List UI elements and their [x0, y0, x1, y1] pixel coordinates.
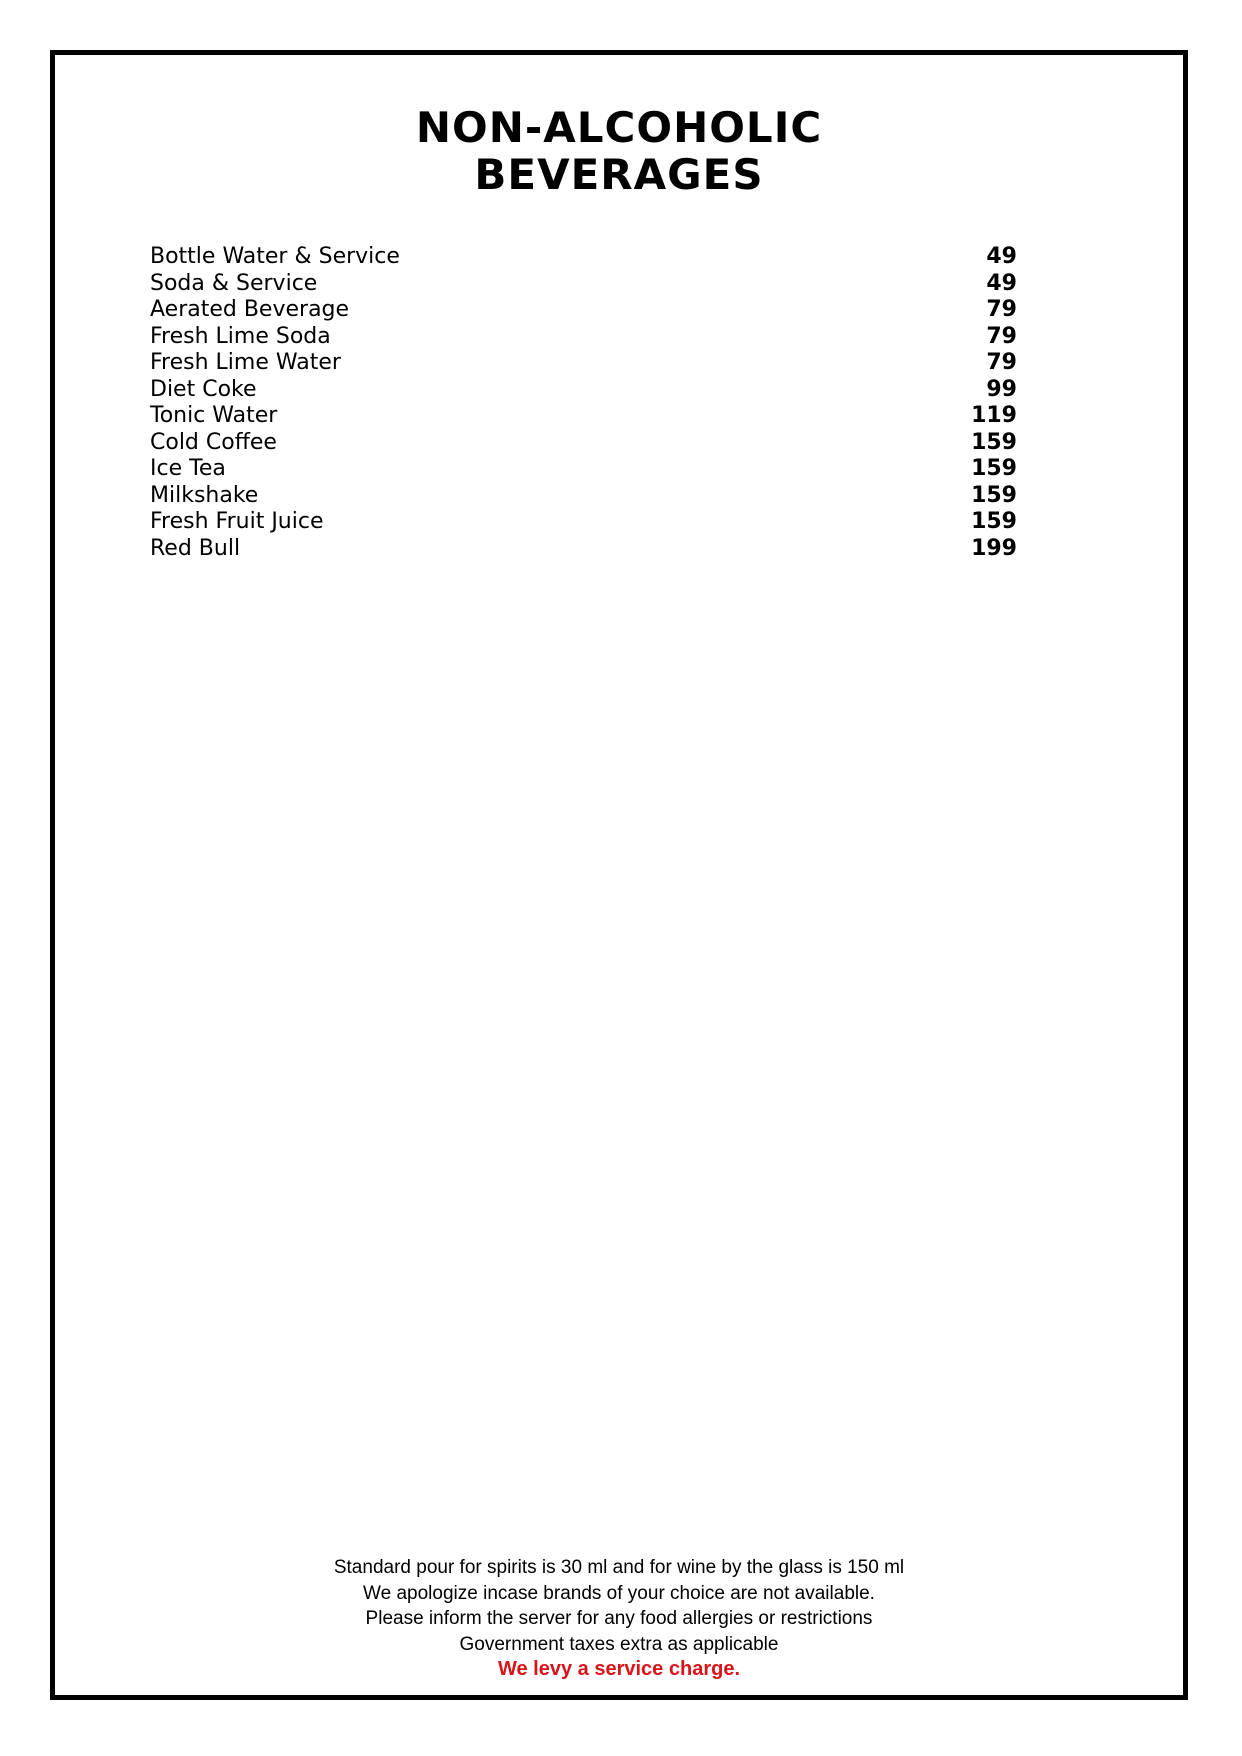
item-name: Bottle Water & Service [150, 244, 400, 269]
footer-brands-note: We apologize incase brands of your choice are not available. [363, 1582, 875, 1604]
menu-item [150, 377, 1017, 404]
item-name: Tonic Water [150, 403, 278, 428]
footer-notes [55, 1555, 1183, 1683]
item-price: 159 [971, 456, 1017, 481]
item-name: Fresh Lime Water [150, 350, 341, 375]
item-name: Cold Coffee [150, 429, 277, 455]
menu-item [150, 483, 1017, 510]
menu-item [150, 324, 1017, 351]
item-price: 79 [986, 350, 1017, 375]
footer-allergy-note: Please inform the server for any food allergies or restrictions [365, 1608, 873, 1629]
item-price: 199 [971, 535, 1017, 561]
menu-item [150, 403, 1017, 430]
item-name: Milkshake [150, 482, 259, 508]
footer-pour-note: Standard pour for spirits is 30 ml and for wine by the glass is 150 ml [333, 1557, 905, 1578]
item-price: 49 [986, 270, 1017, 296]
item-name: Soda & Service [150, 270, 318, 296]
beverage-list [150, 244, 1017, 562]
menu-item [150, 350, 1017, 377]
item-name: Aerated Beverage [150, 297, 350, 322]
menu-page-frame [50, 50, 1188, 1700]
item-price: 99 [986, 376, 1017, 402]
menu-item [150, 271, 1017, 298]
footer-tax-note: Government taxes extra as applicable [459, 1633, 779, 1655]
item-name: Ice Tea [150, 456, 226, 481]
title-line-2: BEVERAGES [474, 150, 764, 199]
service-charge-notice: We levy a service charge. [497, 1658, 740, 1680]
page-title [55, 104, 1183, 198]
item-price: 79 [986, 297, 1017, 322]
item-price: 159 [971, 482, 1017, 508]
menu-item [150, 297, 1017, 324]
title-line-1: NON-ALCOHOLIC [415, 103, 823, 152]
item-price: 159 [971, 429, 1017, 455]
item-name: Fresh Lime Soda [150, 323, 331, 349]
item-price: 79 [986, 323, 1017, 349]
item-price: 119 [971, 403, 1017, 428]
item-price: 49 [986, 244, 1017, 269]
menu-item [150, 509, 1017, 536]
menu-item [150, 244, 1017, 271]
item-name: Red Bull [150, 535, 241, 561]
item-name: Fresh Fruit Juice [150, 509, 324, 534]
menu-item [150, 536, 1017, 563]
menu-item [150, 456, 1017, 483]
menu-item [150, 430, 1017, 457]
item-name: Diet Coke [150, 376, 257, 402]
item-price: 159 [971, 509, 1017, 534]
